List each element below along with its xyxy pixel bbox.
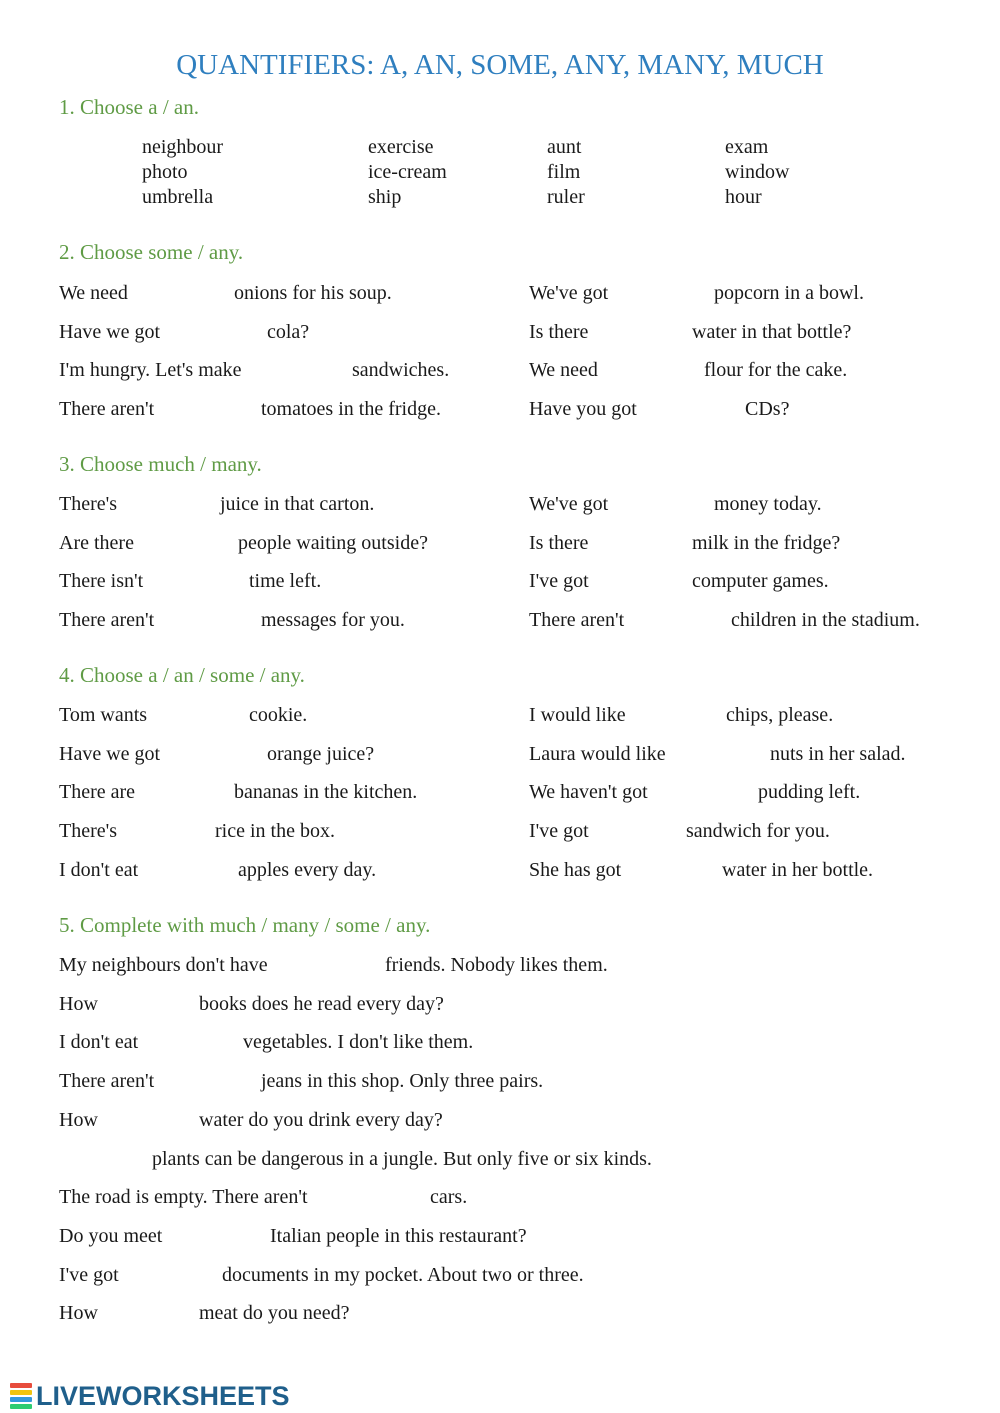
answer-blank[interactable] xyxy=(178,531,230,555)
sentence-suffix: flour for the cake. xyxy=(704,359,848,382)
word-item: film xyxy=(547,161,581,183)
sentence-prefix: There isn't xyxy=(59,570,144,593)
sentence-suffix: people waiting outside? xyxy=(238,531,428,554)
word-item: exercise xyxy=(368,136,434,158)
sentence-suffix: computer games. xyxy=(692,570,829,593)
sentence-prefix: There's xyxy=(59,493,118,515)
sentence-suffix: chips, please. xyxy=(726,704,834,726)
section-3-heading: 3. Choose much / many. xyxy=(59,452,262,476)
sentence-prefix: My neighbours don't have xyxy=(59,954,268,976)
sentence-prefix: Is there xyxy=(529,531,589,554)
sentence-suffix: orange juice? xyxy=(267,742,375,765)
sentence-prefix: I've got xyxy=(529,570,589,593)
sentence-prefix: How xyxy=(59,1108,98,1131)
word-item: ice-cream xyxy=(368,161,447,183)
sentence-suffix: cars. xyxy=(430,1186,468,1209)
sentence-prefix: Do you meet xyxy=(59,1224,163,1247)
sentence-suffix: cola? xyxy=(267,320,310,343)
worksheet-title: QUANTIFIERS: A, AN, SOME, ANY, MANY, MUCH xyxy=(176,49,824,81)
logo-text: LIVEWORKSHEETS xyxy=(36,1380,290,1411)
answer-blank[interactable] xyxy=(632,569,684,593)
sentence-suffix: children in the stadium. xyxy=(731,609,920,632)
answer-blank[interactable] xyxy=(200,1224,260,1248)
sentence-prefix: Have we got xyxy=(59,320,161,343)
logo-stripe xyxy=(10,1390,32,1395)
sentence-suffix: documents in my pocket. About two or three. xyxy=(222,1263,584,1286)
answer-blank[interactable] xyxy=(201,397,253,421)
sentence-prefix: We've got xyxy=(529,282,609,304)
answer-blank[interactable] xyxy=(174,780,226,804)
answer-blank[interactable] xyxy=(644,358,696,382)
sentence-suffix: tomatoes in the fridge. xyxy=(261,398,441,421)
sentence-prefix: We need xyxy=(59,282,128,304)
sentence-prefix: There's xyxy=(59,820,118,843)
word-item: hour xyxy=(725,186,762,208)
answer-blank[interactable] xyxy=(129,992,189,1016)
sentence-suffix: CDs? xyxy=(745,398,790,421)
sentence-prefix: The road is empty. There aren't xyxy=(59,1186,308,1209)
sentence-prefix: She has got xyxy=(529,858,622,881)
word-item: neighbour xyxy=(142,136,224,158)
sentence-suffix: nuts in her salad. xyxy=(770,742,906,765)
sentence-suffix: apples every day. xyxy=(238,858,377,881)
answer-blank[interactable] xyxy=(632,320,684,344)
sentence-prefix: Are there xyxy=(59,531,134,554)
section-5-heading: 5. Complete with much / many / some / any. xyxy=(59,913,431,937)
answer-blank[interactable] xyxy=(191,1069,251,1093)
answer-blank[interactable] xyxy=(201,608,253,632)
sentence-prefix: I would like xyxy=(529,704,626,726)
word-item: photo xyxy=(142,161,188,183)
sentence-prefix: How xyxy=(59,1302,98,1325)
answer-blank[interactable] xyxy=(129,1108,189,1132)
answer-blank[interactable] xyxy=(666,703,718,727)
sentence-prefix: Have you got xyxy=(529,398,637,421)
sentence-prefix: We haven't got xyxy=(529,781,648,804)
answer-blank[interactable] xyxy=(698,780,750,804)
sentence-prefix: There aren't xyxy=(59,609,155,632)
answer-blank[interactable] xyxy=(207,742,259,766)
word-item: window xyxy=(725,161,790,183)
answer-blank[interactable] xyxy=(189,703,241,727)
logo-stripe xyxy=(10,1383,32,1388)
sentence-prefix: I've got xyxy=(59,1263,119,1286)
answer-blank[interactable] xyxy=(178,858,230,882)
sentence-suffix: cookie. xyxy=(249,704,308,726)
answer-blank[interactable] xyxy=(129,1301,189,1325)
sentence-suffix: messages for you. xyxy=(261,609,405,632)
sentence-prefix: How xyxy=(59,992,98,1015)
logo-stripe xyxy=(10,1404,32,1409)
sentence-prefix: Tom wants xyxy=(59,704,148,726)
sentence-suffix: sandwiches. xyxy=(352,359,450,382)
word-item: ship xyxy=(368,186,402,208)
sentence-suffix: bananas in the kitchen. xyxy=(234,781,418,804)
sentence-prefix: I don't eat xyxy=(59,858,139,881)
sentence-prefix: Laura would like xyxy=(529,742,666,765)
answer-blank[interactable] xyxy=(82,1147,142,1171)
answer-blank[interactable] xyxy=(671,608,723,632)
sentence-suffix: water do you drink every day? xyxy=(199,1108,443,1131)
sentence-prefix: There aren't xyxy=(59,398,155,421)
answer-blank[interactable] xyxy=(155,819,207,843)
sentence-prefix: We need xyxy=(529,359,598,382)
sentence-suffix: friends. Nobody likes them. xyxy=(385,954,608,976)
sentence-suffix: books does he read every day? xyxy=(199,992,444,1015)
answer-blank[interactable] xyxy=(654,281,706,305)
answer-blank[interactable] xyxy=(292,358,344,382)
sentence-suffix: onions for his soup. xyxy=(234,282,392,304)
sentence-suffix: water in that bottle? xyxy=(692,320,852,343)
section-1-heading: 1. Choose a / an. xyxy=(59,95,199,119)
answer-blank[interactable] xyxy=(173,1030,233,1054)
sentence-prefix: Have we got xyxy=(59,742,161,765)
sentence-prefix: There are xyxy=(59,781,136,804)
answer-blank[interactable] xyxy=(632,531,684,555)
logo-mark-icon xyxy=(10,1383,32,1409)
sentence-prefix: There aren't xyxy=(59,1070,155,1093)
answer-blank[interactable] xyxy=(360,1185,420,1209)
answer-blank[interactable] xyxy=(174,281,226,305)
sentence-prefix: I don't eat xyxy=(59,1031,139,1054)
sentence-prefix: I'm hungry. Let's make xyxy=(59,359,242,382)
word-item: ruler xyxy=(547,186,585,208)
word-item: aunt xyxy=(547,136,582,158)
word-item: exam xyxy=(725,136,769,158)
sentence-suffix: milk in the fridge? xyxy=(692,531,841,554)
word-item: umbrella xyxy=(142,186,214,208)
sentence-suffix: sandwich for you. xyxy=(686,820,830,843)
answer-blank[interactable] xyxy=(315,953,375,977)
sentence-suffix: money today. xyxy=(714,493,822,515)
answer-blank[interactable] xyxy=(160,492,212,516)
answer-blank[interactable] xyxy=(189,569,241,593)
sentence-suffix: jeans in this shop. Only three pairs. xyxy=(261,1070,544,1093)
sentence-prefix: There aren't xyxy=(529,609,625,632)
sentence-prefix: I've got xyxy=(529,820,589,843)
sentence-suffix: water in her bottle. xyxy=(722,858,874,881)
liveworksheets-logo xyxy=(10,1381,290,1411)
sentence-suffix: vegetables. I don't like them. xyxy=(243,1031,474,1054)
answer-blank[interactable] xyxy=(152,1263,212,1287)
answer-blank[interactable] xyxy=(685,397,737,421)
sentence-suffix: plants can be dangerous in a jungle. But only five or six kinds. xyxy=(152,1147,652,1170)
sentence-suffix: juice in that carton. xyxy=(220,493,375,515)
section-2-heading: 2. Choose some / any. xyxy=(59,240,244,264)
sentence-suffix: meat do you need? xyxy=(199,1302,350,1325)
answer-blank[interactable] xyxy=(710,742,762,766)
sentence-suffix: rice in the box. xyxy=(215,820,335,843)
sentence-suffix: pudding left. xyxy=(758,781,861,804)
section-4-heading: 4. Choose a / an / some / any. xyxy=(59,663,305,687)
answer-blank[interactable] xyxy=(654,492,706,516)
sentence-suffix: popcorn in a bowl. xyxy=(714,282,864,304)
answer-blank[interactable] xyxy=(662,858,714,882)
sentence-prefix: We've got xyxy=(529,493,609,515)
sentence-prefix: Is there xyxy=(529,320,589,343)
sentence-suffix: time left. xyxy=(249,570,322,593)
sentence-suffix: Italian people in this restaurant? xyxy=(270,1224,527,1247)
logo-stripe xyxy=(10,1397,32,1402)
answer-blank[interactable] xyxy=(207,320,259,344)
answer-blank[interactable] xyxy=(626,819,678,843)
